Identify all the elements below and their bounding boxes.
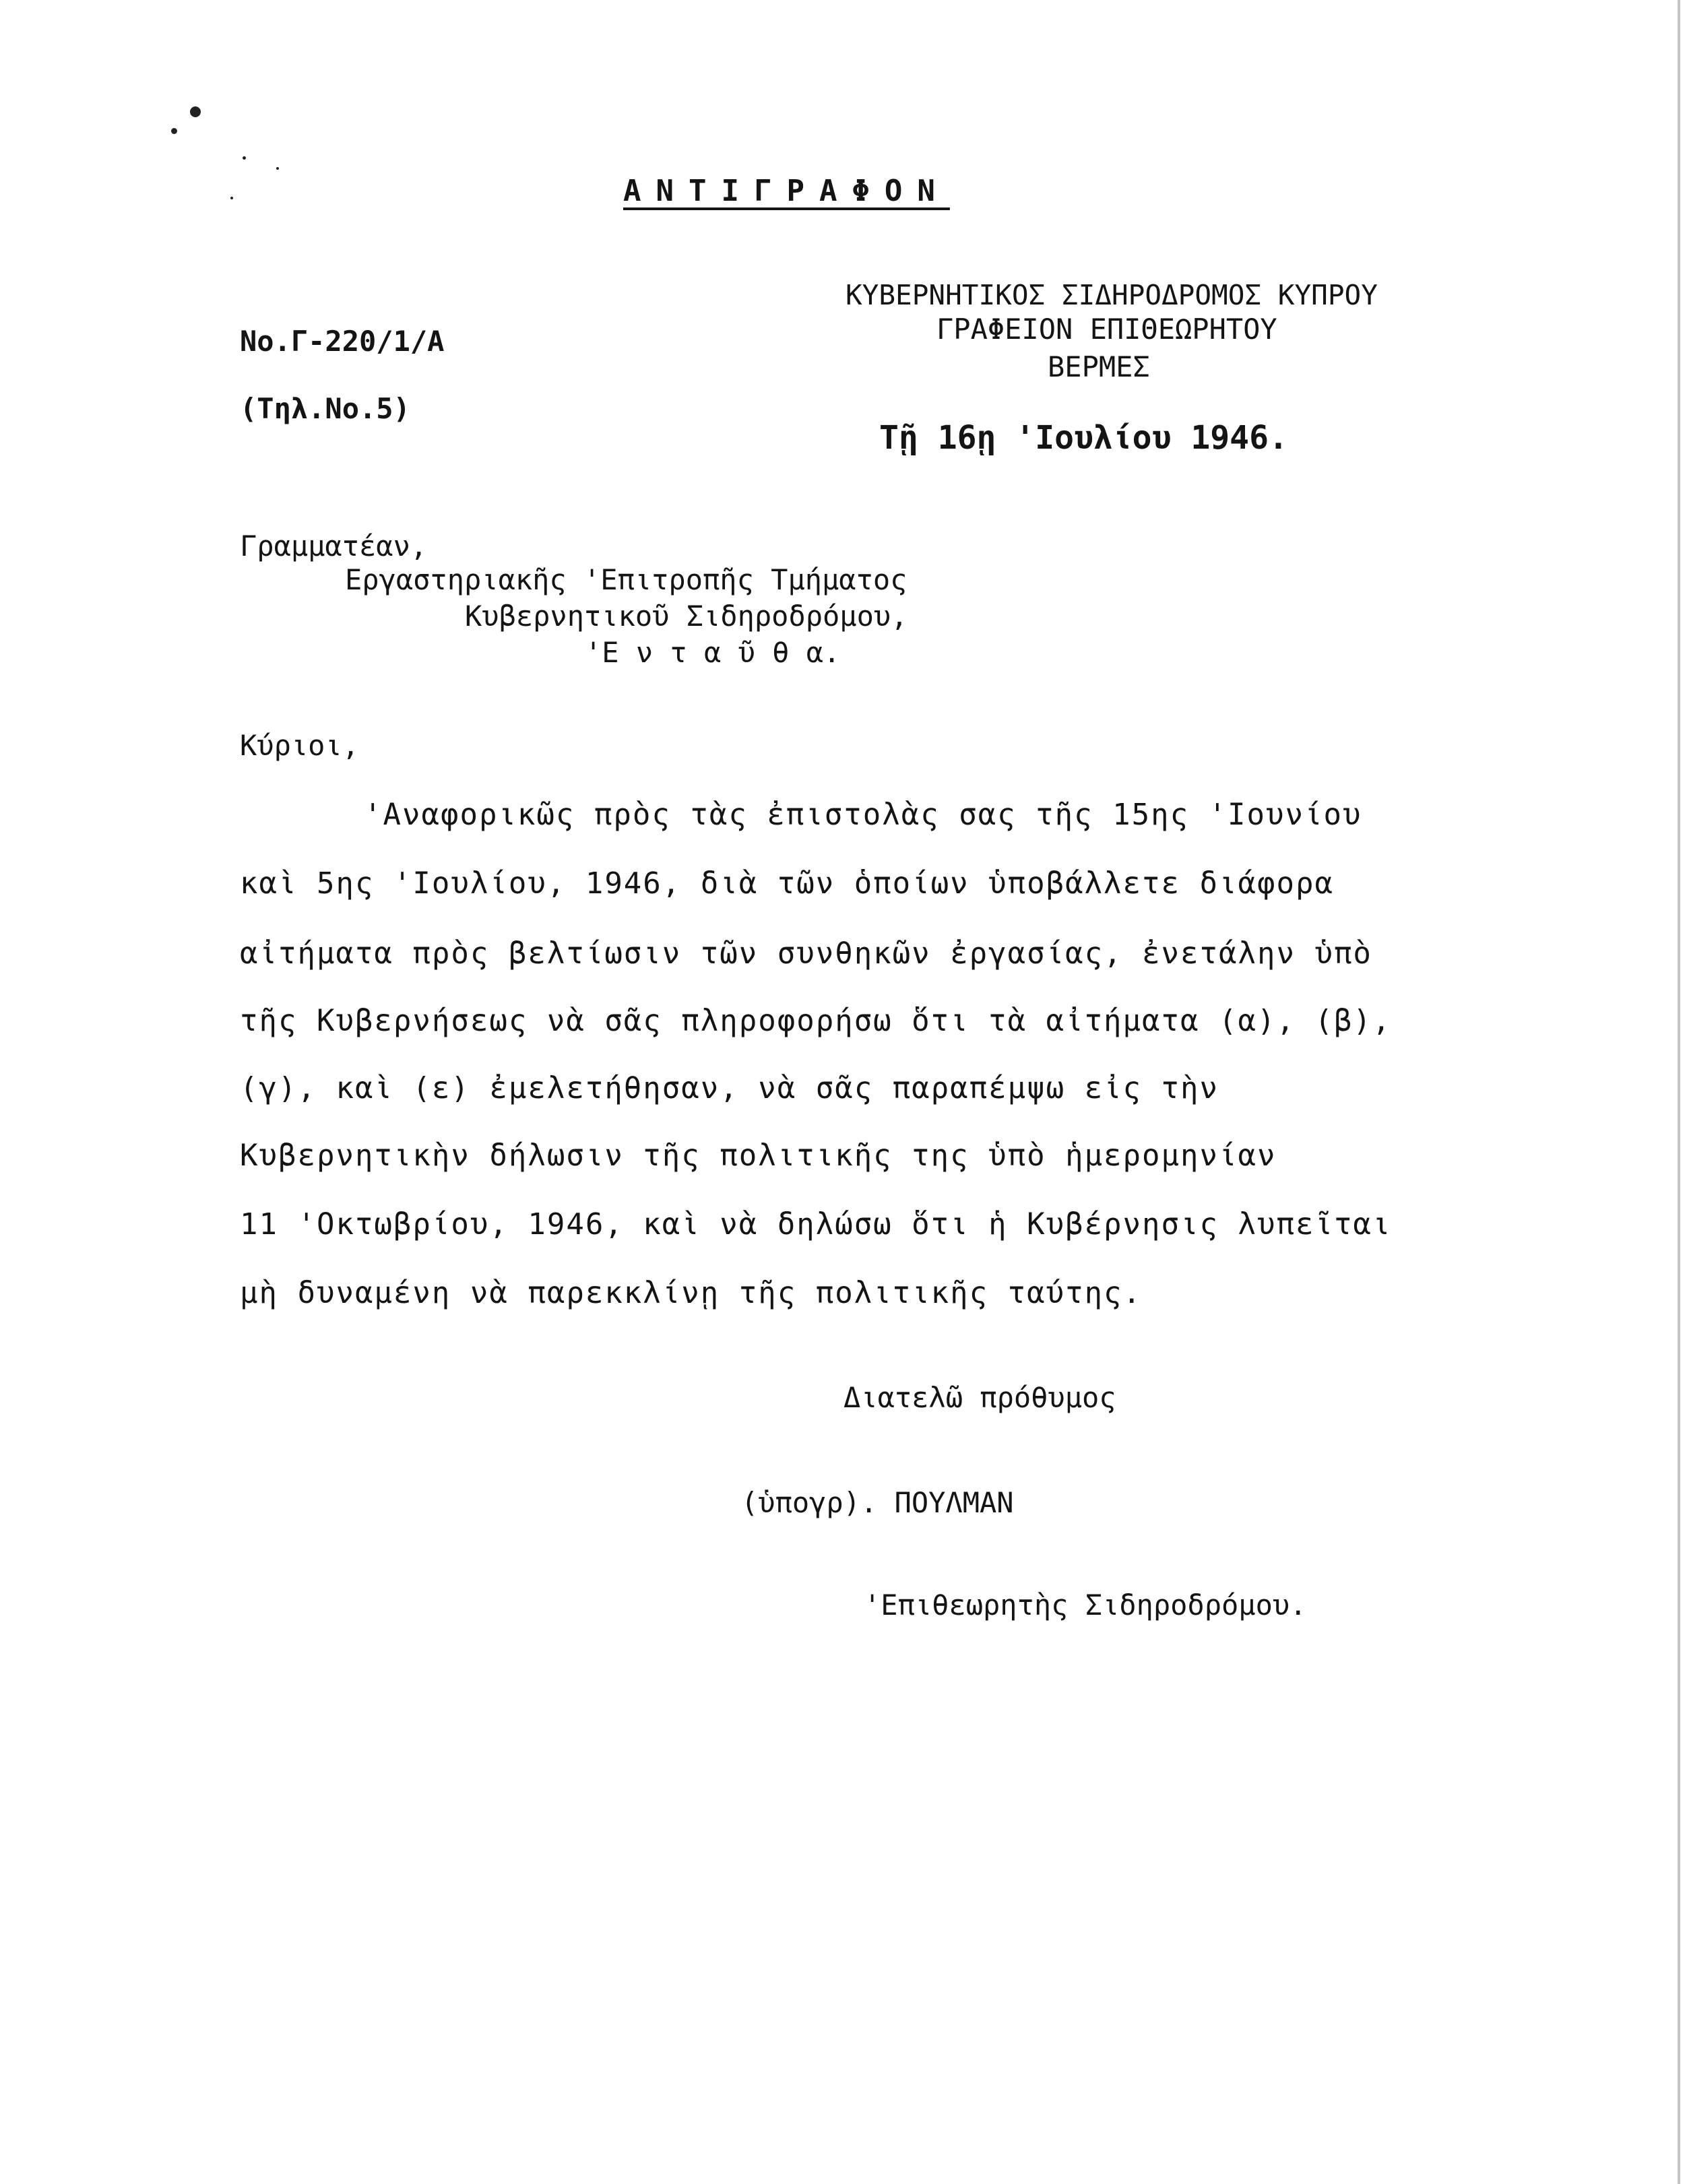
- ink-speck: [243, 156, 246, 160]
- body-line: αἰτήματα πρὸς βελτίωσιν τῶν συνθηκῶν ἐργασίας, ἐνετάλην ὑπὸ: [240, 936, 1372, 971]
- ink-speck: [171, 128, 177, 134]
- phone-number: (Τηλ.No.5): [240, 392, 410, 425]
- body-line: Κυβερνητικὴν δήλωσιν τῆς πολιτικῆς της ὑπὸ ἡμερομηνίαν: [240, 1138, 1277, 1173]
- letter-date: Τῇ 16ῃ 'Ιουλίου 1946.: [879, 419, 1288, 457]
- body-line: μὴ δυναμένη νὰ παρεκκλίνῃ τῆς πολιτικῆς ταύτης.: [240, 1276, 1143, 1310]
- ink-speck: [230, 197, 233, 199]
- body-line: τῆς Κυβερνήσεως νὰ σᾶς πληροφορήσω ὅτι τὰ αἰτήματα (α), (β),: [240, 1004, 1392, 1038]
- valediction: Διατελῶ πρόθυμος: [844, 1381, 1116, 1414]
- document-title: ΑΝΤΙΓΡΑΦΟΝ: [623, 174, 950, 208]
- ink-speck: [276, 167, 279, 170]
- body-line: 'Αναφορικῶς πρὸς τὰς ἐπιστολὰς σας τῆς 15ης 'Ιουνίου: [364, 798, 1362, 832]
- sender-line-2: ΓΡΑΦΕΙΟΝ ΕΠΙΘΕΩΡΗΤΟΥ: [936, 313, 1277, 346]
- recipient-line-4: 'Ε ν τ α ῦ θ α.: [585, 636, 841, 669]
- ink-speck: [190, 106, 201, 117]
- recipient-line-1: Γραμματέαν,: [240, 529, 428, 563]
- signatory-position: 'Επιθεωρητὴς Σιδηροδρόμου.: [864, 1588, 1307, 1621]
- recipient-line-2: Εργαστηριακῆς 'Επιτροπῆς Τμήματος: [345, 563, 908, 596]
- scan-edge-shadow: [1678, 0, 1680, 2184]
- body-line: 11 'Οκτωβρίου, 1946, καὶ νὰ δηλώσω ὅτι ἡ Κυβέρνησις λυπεῖται: [240, 1207, 1392, 1242]
- signature: (ὑπογρ). ΠΟΥΛΜΑΝ: [741, 1486, 1014, 1519]
- body-line: καὶ 5ης 'Ιουλίου, 1946, διὰ τῶν ὁποίων ὑποβάλλετε διάφορα: [240, 866, 1334, 901]
- body-line: (γ), καὶ (ε) ἐμελετήθησαν, νὰ σᾶς παραπέμψω εἰς τὴν: [240, 1071, 1219, 1105]
- salutation: Κύριοι,: [240, 729, 360, 762]
- sender-line-1: ΚΥΒΕΡΝΗΤΙΚΟΣ ΣΙΔΗΡΟΔΡΟΜΟΣ ΚΥΠΡΟΥ: [846, 279, 1378, 311]
- recipient-line-3: Κυβερνητικοῦ Σιδηροδρόμου,: [465, 600, 908, 633]
- sender-line-3: ΒΕΡΜΕΣ: [1048, 350, 1150, 383]
- reference-number: No.Γ-220/1/Α: [240, 325, 445, 358]
